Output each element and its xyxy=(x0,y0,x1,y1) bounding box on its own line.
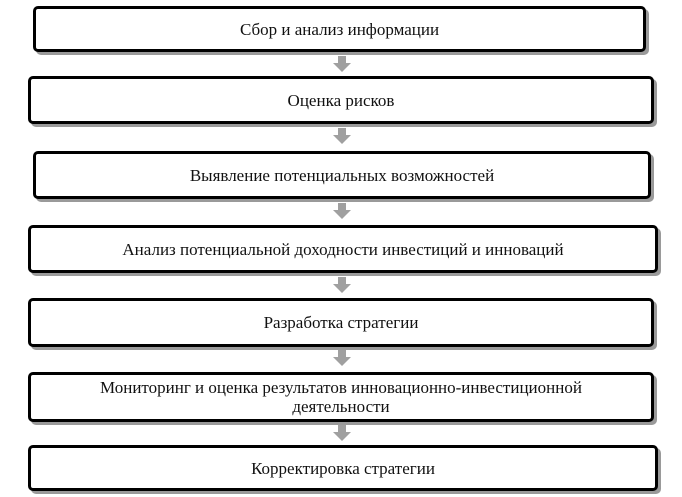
step-label: Сбор и анализ информации xyxy=(239,19,440,39)
arrow-down-icon xyxy=(333,425,351,441)
step-strategy-adjustment xyxy=(28,445,658,491)
step-label: Разработка стратегии xyxy=(263,313,419,332)
step-data-collection xyxy=(33,6,646,52)
arrow-down-icon xyxy=(333,203,351,219)
step-profitability-analysis xyxy=(28,225,658,273)
step-label: Анализ потенциальной доходности инвестиций и инноваций xyxy=(122,239,564,259)
arrow-down-icon xyxy=(333,128,351,144)
step-label: Выявление потенциальных возможностей xyxy=(189,165,495,185)
arrow-down-icon xyxy=(333,56,351,72)
step-monitoring xyxy=(28,372,654,422)
step-opportunities xyxy=(33,151,651,199)
step-label: Корректировка стратегии xyxy=(251,458,435,478)
arrow-down-icon xyxy=(333,277,351,293)
step-risk-assessment xyxy=(28,76,654,124)
step-label: Оценка рисков xyxy=(287,90,395,110)
step-label: Мониторинг и оценка результатов инновационно-инвестиционной деятельности xyxy=(100,378,582,416)
arrow-down-icon xyxy=(333,350,351,366)
step-strategy-development xyxy=(28,298,654,347)
